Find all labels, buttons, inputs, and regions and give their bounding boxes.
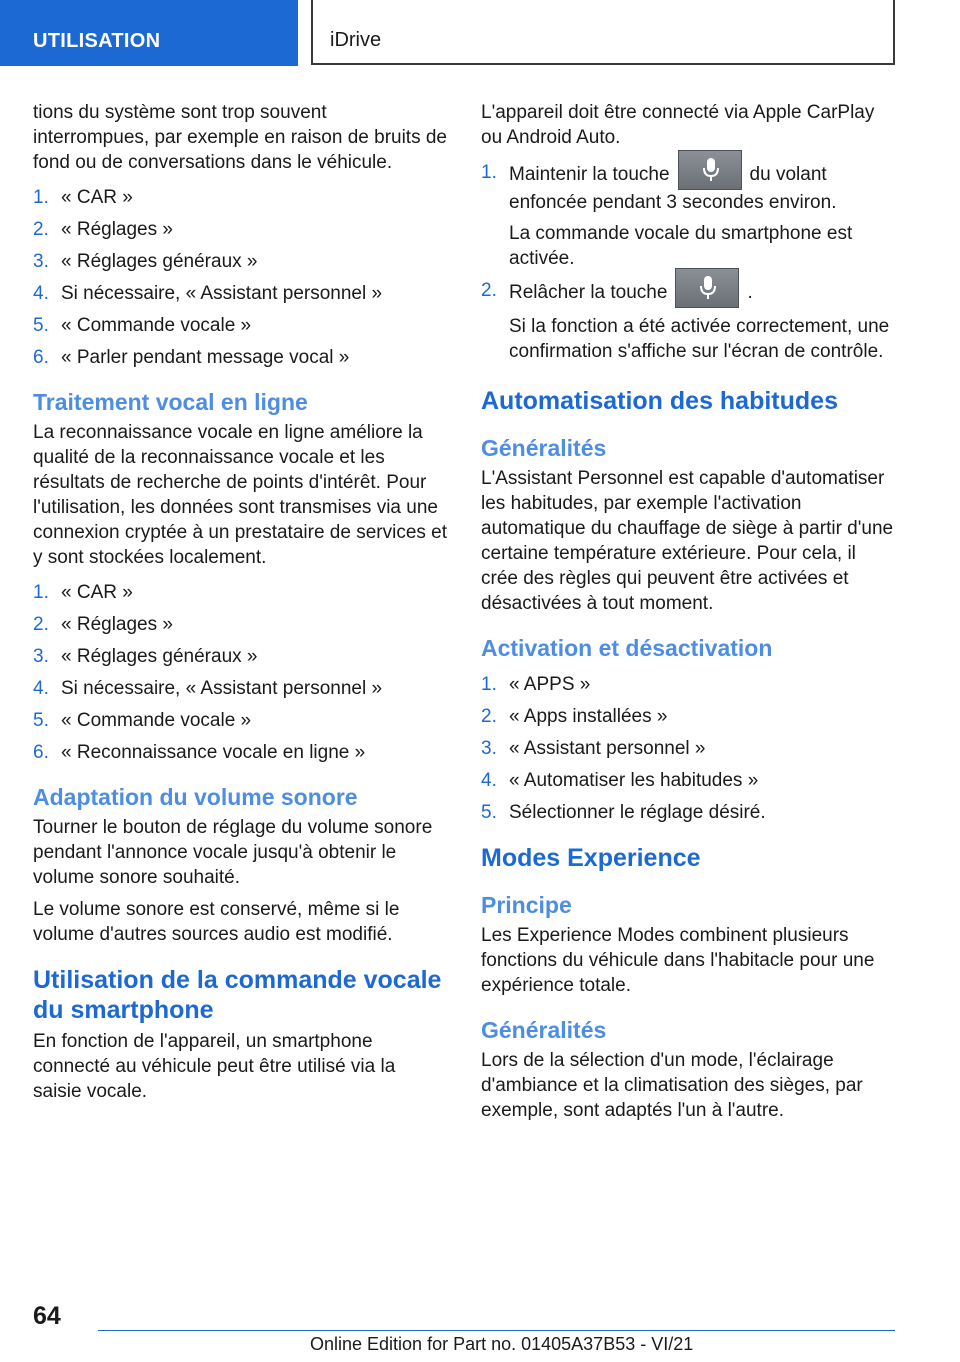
voice-button-image (675, 268, 739, 308)
right-column (481, 100, 895, 1130)
list-item: 1. « CAR » (33, 582, 133, 603)
left-column (33, 100, 447, 1111)
heading-activation: Activation et désactivation (481, 635, 773, 661)
list-item: 2. « Apps installées » (481, 706, 668, 727)
list-item: 6. « Reconnaissance vocale en ligne » (33, 742, 366, 763)
list-item: 6. « Parler pendant message vocal » (33, 347, 350, 368)
step-result: Si la fonction a été activée correctement, une confirmation s'affiche sur l'écran de contrôle. (509, 316, 890, 362)
heading-smartphone-voice: Utilisation de la commande vocale du smartphone (33, 966, 442, 1024)
list-item: 4. Si nécessaire, « Assistant personnel » (33, 678, 383, 699)
microphone-icon (699, 275, 717, 301)
list-item: 2. « Réglages » (33, 219, 173, 240)
heading-online-processing: Traitement vocal en ligne (33, 389, 308, 415)
footer-edition: Online Edition for Part no. 01405A37B53 - VI/21 (310, 1334, 694, 1354)
steps-list-voice-message (33, 185, 447, 370)
list-item: 1. Maintenir la touche du volant enfoncée pendant 3 secondes environ. La commande vocale du smartphone est activée. (481, 160, 895, 271)
chapter-title: iDrive (311, 0, 895, 65)
heading-principle: Principe (481, 892, 572, 918)
list-item: 4. « Automatiser les habitudes » (481, 770, 759, 791)
page-header (0, 0, 960, 66)
heading-volume: Adaptation du volume sonore (33, 784, 358, 810)
general-paragraph-2: Lors de la sélection d'un mode, l'éclairage d'ambiance et la climatisation des sièges, par exemple, sont adaptés l'un à l'autre. (481, 1050, 863, 1121)
volume-paragraph-1: Tourner le bouton de réglage du volume sonore pendant l'annonce vocale jusqu'à obtenir le volume sonore souhaité. (33, 817, 433, 888)
steps-list-activation (481, 672, 895, 825)
principle-paragraph: Les Experience Modes combinent plusieurs fonctions du véhicule dans l'habitacle pour une expérience totale. (481, 925, 875, 996)
steps-list-online (33, 580, 447, 765)
list-item: 3. « Réglages généraux » (33, 251, 258, 272)
list-item: 5. Sélectionner le réglage désiré. (481, 802, 766, 823)
step-result: La commande vocale du smartphone est activée. (509, 223, 853, 269)
heading-experience-modes: Modes Experience (481, 844, 701, 872)
list-item: 5. « Commande vocale » (33, 315, 252, 336)
heading-automation: Automatisation des habitudes (481, 387, 838, 415)
list-item: 2. « Réglages » (33, 614, 173, 635)
general-paragraph-1: L'Assistant Personnel est capable d'automatiser les habitudes, par exemple l'activation automatique du chauffage de siège à partir d'une certaine température extérieure. Pour cela, il crée des règles qui peuvent être activées et désactivées à tout moment. (481, 468, 894, 614)
online-paragraph: La reconnaissance vocale en ligne améliore la qualité de la reconnaissance vocale et les résultats de recherche de points d'intérêt. Pour l'utilisation, les données sont transmises via une connexion cryptée à un prestataire de services et y sont stockées localement. (33, 422, 448, 568)
voice-button-image (678, 150, 742, 190)
list-item: 2. Relâcher la touche . Si la fonction a été activée correctement, une confirmation s'affiche sur l'écran de contrôle. (481, 278, 895, 364)
smartphone-paragraph: En fonction de l'appareil, un smartphone connecté au véhicule peut être utilisé via la saisie vocale. (33, 1031, 396, 1102)
section-tab: UTILISATION (0, 0, 298, 66)
list-item: 1. « CAR » (33, 187, 133, 208)
list-item: 1. « APPS » (481, 674, 591, 695)
intro-paragraph: tions du système sont trop souvent interrompues, par exemple en raison de bruits de fond ou de conversations dans le véhicule. (33, 102, 448, 173)
steps-list-smartphone (481, 160, 895, 364)
heading-general-2: Généralités (481, 1017, 607, 1043)
list-item: 5. « Commande vocale » (33, 710, 252, 731)
device-intro-paragraph: L'appareil doit être connecté via Apple CarPlay ou Android Auto. (481, 102, 875, 148)
list-item: 3. « Réglages généraux » (33, 646, 258, 667)
footer-divider (98, 1330, 895, 1331)
list-item: 3. « Assistant personnel » (481, 738, 706, 759)
microphone-icon (702, 157, 720, 183)
volume-paragraph-2: Le volume sonore est conservé, même si le volume d'autres sources audio est modifié. (33, 899, 400, 945)
list-item: 4. Si nécessaire, « Assistant personnel » (33, 283, 383, 304)
heading-general-1: Généralités (481, 435, 607, 461)
page-number: 64 (33, 1302, 61, 1330)
